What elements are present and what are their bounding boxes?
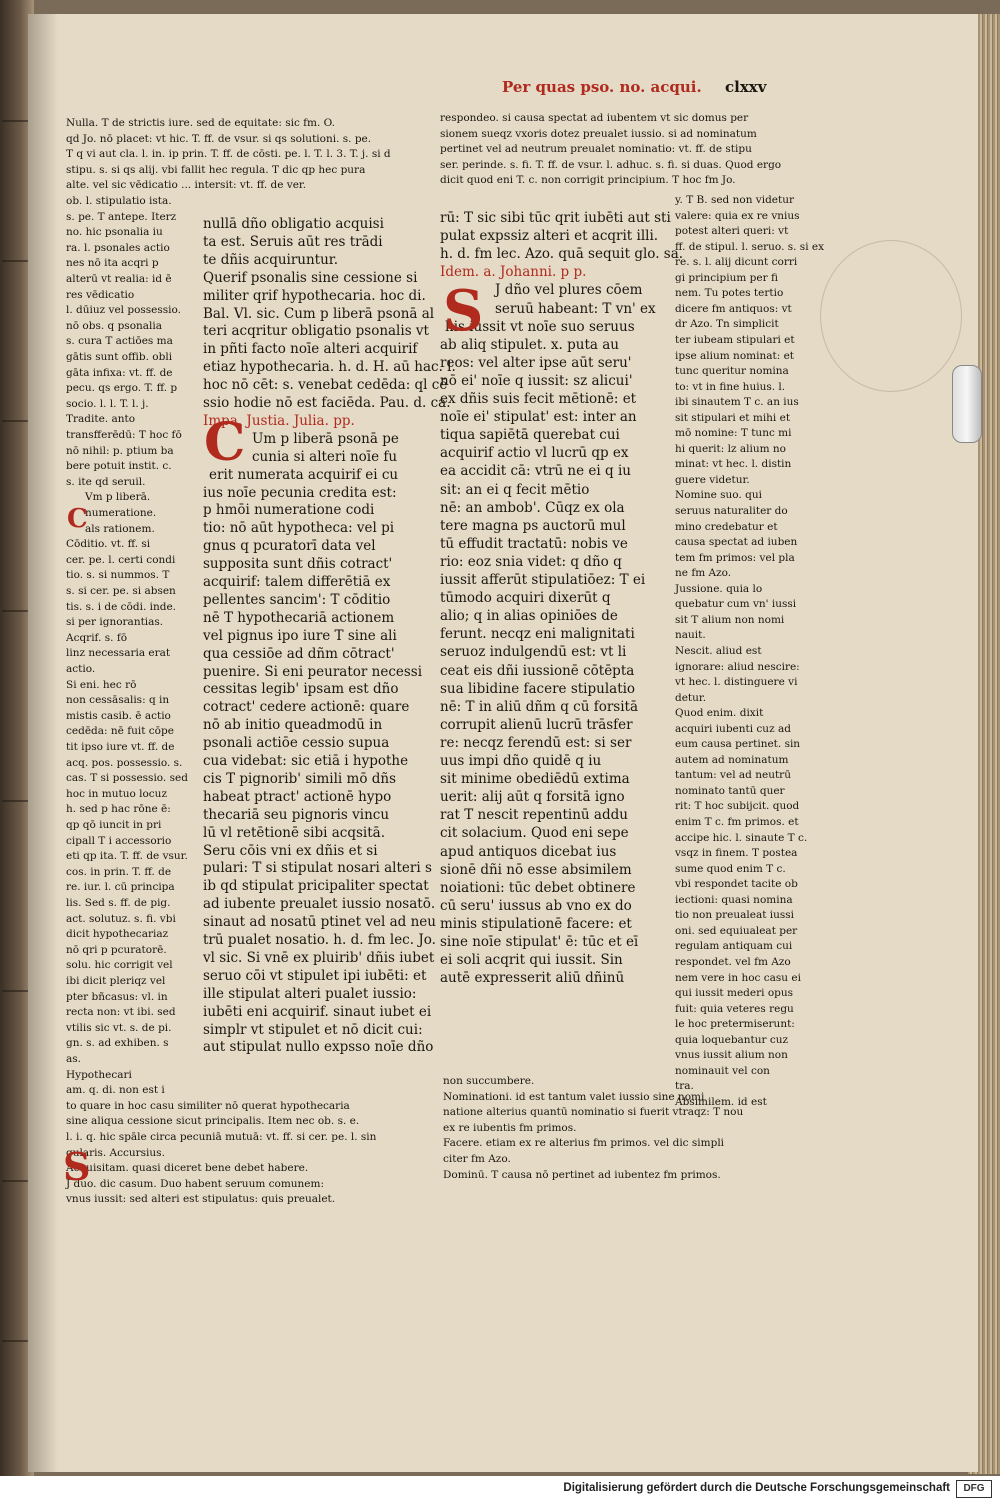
right-gloss-col-line: re. s. l. alij dicunt corri [675, 256, 798, 269]
right-gloss-col-line: sume quod enim T c. [675, 862, 786, 875]
left-gloss-line: cedēda: nē fuit cōpe [66, 725, 174, 738]
main-text-col2-line: corrupit alienū lucrū trāsfer [440, 716, 633, 733]
main-text-col2-line: alio; q in alias opiniōes de [440, 608, 618, 625]
left-gloss-line: socio. l. l. T. l. j. [66, 397, 149, 410]
main-text-col1-line: Um p liberā psonā pe [252, 430, 399, 447]
main-text-col2-line: sionē dñi nō esse absimilem [440, 861, 632, 878]
main-text-col1-line: ille stipulat alteri pualet iussio: [203, 985, 417, 1002]
left-gloss-line: J duo. dic casum. Duo habent seruum comunem: [66, 1177, 325, 1190]
right-gloss-col-line: minat: vt hec. l. distin [675, 458, 792, 471]
main-text-col2-line: seruoz indulgendū est: vt li [440, 644, 627, 661]
initial-c-small: C [67, 504, 88, 534]
main-text-col1-line: cis T pignorib' simili mō dñs [203, 770, 397, 787]
bottom-gloss-line: ex re iubentis fm primos. [443, 1121, 577, 1134]
left-gloss-line: Nulla. T de strictis iure. sed de equitate: sic fm. O. [66, 117, 336, 129]
left-gloss-line: ra. l. psonales actio [66, 241, 170, 254]
main-text-col2-line: reos: vel alter ipse aūt seru' [440, 354, 632, 371]
gutter-shadow [28, 14, 58, 1472]
main-text-col2-line: nō ei' noīe q iussit: sz alicui' [440, 372, 633, 389]
right-gloss-col-line: ignorare: aliud nescire: [675, 660, 800, 673]
left-gloss-line: nō obs. q psonalia [66, 319, 163, 332]
left-gloss-line: nō nihil: p. ptium ba [66, 444, 174, 457]
main-text-col2-line: cit solacium. Quod eni sepe [440, 825, 629, 842]
left-gloss-line: hoc in mutuo locuz [66, 787, 167, 800]
main-text-col1-line: acquirif: talem differētiā ex [203, 574, 391, 590]
left-gloss-line: qd Jo. nō placet: vt hic. T. ff. de vsur. si qs solutioni. s. pe. [66, 132, 372, 145]
right-gloss-col-line: regulam antiquam cui [675, 940, 793, 953]
right-gloss-col-line: oni. sed equiualeat per [675, 924, 798, 937]
right-gloss-col-line: sit T alium non nomi [675, 613, 785, 626]
main-text-col1-line: cunia si alteri noīe fu [252, 448, 398, 465]
faint-stamp [820, 240, 962, 392]
left-gloss-line: als rationem. [85, 522, 155, 535]
main-text-col2-line: h. d. fm lec. Azo. quā sequit glo. sa. [440, 246, 684, 263]
right-gloss-col-line: gi principium per fi [675, 271, 778, 284]
main-text-col2-line: rū: T sic sibi tūc qrit iubēti aut sti [440, 210, 671, 226]
main-text-col1-line: thecariā seu pignoris vincu [203, 806, 390, 823]
left-gloss-line: non cessāsalis: q in [66, 694, 170, 707]
left-gloss-line: transfferēdū: T hoc fō [66, 429, 182, 441]
right-gloss-col-line: tra. [675, 1080, 694, 1093]
bottom-gloss-line: non succumbere. [443, 1075, 535, 1087]
right-gloss-col-line: nem vere in hoc casu ei [675, 971, 801, 984]
main-text-col1-line: qua cessiōe ad dñm cōtract' [203, 645, 395, 662]
right-gloss-col-line: guere videtur. [675, 473, 750, 486]
left-gloss-line: h. sed p hac rōne ē: [66, 803, 171, 816]
left-gloss-line: alte. vel sic vēdicatio ... intersit: vt. ff. de ver. [66, 179, 307, 192]
main-text-col1-line: cotract' cedere actionē: quare [203, 699, 410, 716]
right-gloss-col-line: ter iubeam stipulari et [675, 333, 795, 346]
left-gloss-line: vtilis sic vt. s. de pi. [66, 1021, 172, 1034]
left-gloss-line: act. solutuz. s. fi. vbi [66, 912, 176, 925]
left-gloss-line: si per ignorantias. [66, 616, 164, 629]
main-text-col1-line: simplr vt stipulet et nō dicit cui: [203, 1021, 423, 1038]
right-gloss-col-line: rit: T hoc subijcit. quod [675, 800, 800, 813]
main-text-col2-line: tiqua sapiētā querebat cui [440, 427, 620, 444]
left-gloss-line: ibi dicit pleriqz vel [66, 975, 166, 987]
right-gloss-col-line: Quod enim. dixit [675, 707, 764, 720]
left-gloss-line: solu. hic corrigit vel [66, 959, 173, 972]
main-text-col1-line: supposita sunt dñis cotract' [203, 556, 393, 573]
left-gloss-line: stipu. s. si qs alij. vbi fallit hec regula. T dic qp hec pura [66, 163, 366, 176]
main-text-col1-line: in pñti facto noīe alteri acquirif [203, 341, 418, 358]
right-gloss-col-line: mō nomine: T tunc mi [675, 427, 792, 440]
left-gloss-line: s. si cer. pe. si absen [66, 585, 176, 597]
right-gloss-col-line: vbi respondet tacite ob [675, 878, 798, 891]
right-gloss-col-line: Nomine suo. qui [675, 489, 762, 502]
right-gloss-col-line: hi querit: lz alium no [675, 442, 786, 455]
left-gloss-line: qp qō iuncit in pri [66, 819, 162, 831]
left-gloss-line: Tradite. anto [66, 413, 136, 426]
main-text-col1-line: Seru cōis vni ex dñis et si [203, 842, 378, 859]
main-text-col2-line: ei soli acqrit qui iussit. Sin [440, 952, 623, 969]
main-text-col2-line: autē expresserit aliū dñinū [440, 970, 625, 987]
left-gloss-line: Vm p liberā. [85, 491, 151, 504]
left-gloss-line: res vēdicatio [66, 288, 135, 301]
left-gloss-line: numeratione. [85, 507, 157, 519]
right-gloss-top-line: sionem sueqz vxoris dotez preualet iussio. si ad nominatum [440, 127, 757, 140]
main-text-col1-line: te dñis acquiruntur. [203, 251, 339, 268]
left-gloss-line: tis. s. i de cōdi. inde. [66, 600, 177, 613]
right-gloss-col-line: ipse alium nominat: et [675, 349, 795, 362]
right-gloss-col-line: tantum: vel ad neutrū [675, 769, 791, 782]
main-text-col2-line: uus impi dño quidē q iu [440, 753, 602, 769]
main-text-col1-line: vl sic. Si vnē ex pluirib' dñis iubet [203, 949, 435, 966]
left-gloss-line: dicit hypothecariaz [66, 928, 169, 941]
right-gloss-col-line: y. T B. sed non videtur [675, 194, 795, 206]
left-gloss-line: nes nō ita acqri p [66, 257, 159, 270]
main-text-col2-line: acquirif actio vl lucrū qp ex [440, 445, 629, 462]
main-text-col1-line: etiaz hypothecaria. h. d. H. aū hac. l. [203, 359, 456, 376]
main-text-col1-line: puenire. Si eni peurator necessi [203, 663, 423, 680]
right-gloss-col-line: qui iussit mederi opus [675, 987, 794, 1000]
main-text-col1-line: pellentes sancim': T cōditio [203, 591, 391, 608]
right-gloss-col-line: nauit. [675, 629, 706, 642]
main-text-col1-line: psonali actiōe cessio supua [203, 735, 390, 752]
main-text-col2-line: Idem. a. Johanni. p p. [440, 264, 587, 281]
left-gloss-line: nō qri p pcuratorē. [66, 943, 167, 956]
main-text-col2-line: re: necqz ferendū est: si ser [440, 734, 632, 751]
right-gloss-col-line: autem ad nominatum [675, 753, 789, 766]
main-text-col1-line: trū pualet nosatio. h. d. fm lec. Jo. [203, 932, 436, 948]
right-gloss-col-line: to: vt in fine huius. l. [675, 380, 786, 393]
right-gloss-col-line: eum causa pertinet. sin [675, 738, 801, 751]
right-gloss-top-line: respondeo. si causa spectat ad iubentem vt sic domus per [440, 112, 749, 124]
left-gloss-line: acq. pos. possessio. s. [66, 756, 183, 769]
right-gloss-col-line: iectioni: quasi nomina [675, 893, 793, 906]
right-gloss-top-line: ser. perinde. s. fi. T. ff. de vsur. l. adhuc. s. fi. si duas. Quod ergo [440, 158, 782, 171]
right-gloss-col-line: vt hec. l. distinguere vi [675, 676, 798, 689]
main-text-col1-line: lū vl retētionē sibi acqsitā. [203, 824, 385, 841]
main-text-col1-line: ius noīe pecunia credita est: [203, 484, 397, 501]
main-text-col1-line: habeat ptract' actionē hypo [203, 788, 392, 805]
main-text-col1-line: nē T hypothecariā actionem [203, 609, 395, 626]
main-text-col2-line: J dño vel plures cōem [495, 282, 643, 299]
main-text-col2-line: nē: an ambob'. Cūqz ex ola [440, 499, 625, 516]
main-text-col2-line: his iussit vt noīe suo seruus [445, 318, 635, 335]
right-gloss-top-line: pertinet vel ad neutrum preualet nominatio: vt. ff. de stipu [440, 143, 752, 155]
main-text-col2-line: nē: T in aliū dñm q cū forsitā [440, 698, 638, 715]
left-gloss-line: cas. T si possessio. sed [66, 772, 188, 785]
left-gloss-line: T q vi aut cla. l. in. ip prin. T. ff. de cōsti. pe. l. T. l. 3. T. j. si d [66, 148, 391, 161]
right-gloss-top-line: dicit quod eni T. c. non corrigit principium. T hoc fm Jo. [440, 174, 736, 186]
main-text-col1-line: vel pignus ipo iure T sine ali [203, 627, 397, 644]
right-gloss-col-line: Jussione. quia lo [675, 582, 763, 595]
main-text-col1-line: cessitas legib' ipsam est dño [203, 681, 399, 698]
main-text-col2-line: apud antiquos dicebat ius [440, 843, 617, 860]
running-head: Per quas pso. no. acqui. [502, 78, 702, 96]
left-gloss-line: Hypothecari [66, 1068, 132, 1081]
main-text-col2-line: seruū habeant: T vn' ex [495, 300, 656, 317]
right-gloss-col-line: causa spectat ad iuben [675, 536, 798, 549]
right-gloss-col-line: potest alteri queri: vt [675, 225, 789, 238]
left-gloss-line: s. ite qd seruil. [66, 475, 146, 488]
right-gloss-col-line: Nescit. aliud est [675, 644, 762, 657]
folio-number: clxxv [725, 78, 767, 96]
left-gloss-line: recta non: vt ibi. sed [66, 1006, 176, 1019]
main-text-col1-line: militer qrif hypothecaria. hoc di. [203, 287, 426, 304]
left-gloss-line: eti qp ita. T. ff. de vsur. [66, 850, 188, 863]
left-gloss-line: actio. [66, 663, 96, 675]
left-gloss-line: bere potuit instit. c. [66, 460, 172, 473]
main-text-col2-line: tū effudit tractatū: nobis ve [440, 535, 628, 552]
main-text-col1-line: ssio hodie nō est faciēda. Pau. d. ca. [203, 395, 451, 411]
main-text-col1-line: ib qd stipulat pricipaliter spectat [203, 878, 429, 895]
left-gloss-line: alterū vt realia: id ē [66, 273, 172, 285]
main-text-col1-line: pulari: T si stipulat nosari alteri s [203, 860, 432, 877]
main-text-col1-line: nullā dño obligatio acquisi [203, 216, 384, 232]
main-text-col2-line: cū seru' iussus ab vno ex do [440, 897, 632, 914]
left-gloss-line: lis. Sed s. ff. de pig. [66, 897, 171, 909]
left-gloss-line: linz necessaria erat [66, 647, 171, 660]
left-gloss-line: Si eni. hec rō [66, 678, 137, 691]
right-gloss-col-line: mino credebatur et [675, 520, 778, 533]
main-text-col2-line: minis stipulationē facere: et [440, 915, 632, 932]
main-text-col1-line: gnus q pcuratorī data vel [203, 538, 376, 555]
left-gloss-line: gātis sunt offib. obli [66, 351, 173, 363]
main-text-col1-line: teri acqritur obligatio psonalis vt [203, 323, 429, 340]
right-gloss-col-line: accipe hic. l. sinaute T c. [675, 831, 808, 844]
left-gloss-line: Acqrif. s. fō [66, 631, 128, 644]
left-gloss-line: Acquisitam. quasi diceret bene debet habere. [66, 1162, 309, 1175]
right-gloss-col-line: dr Azo. Tn simplicit [675, 318, 779, 331]
initial-s-small: S [63, 1144, 91, 1189]
left-gloss-line: l. dūiuz vel possessio. [66, 304, 181, 317]
main-text-col2-line: ceat eis dñi iussionē cōtēpta [440, 662, 635, 679]
right-gloss-col-line: dicere fm antiquos: vt [675, 302, 792, 315]
main-text-col2-line: sit minime obediēdū extima [440, 771, 630, 788]
bottom-gloss-line: citer fm Azo. [443, 1153, 511, 1165]
left-gloss-line: re. iur. l. cū principa [66, 881, 175, 894]
left-gloss-line: as. [66, 1053, 81, 1065]
right-gloss-col-line: ff. de stipul. l. seruo. s. si ex [675, 240, 825, 253]
right-gloss-col-line: nominato tantū quer [675, 784, 785, 797]
main-text-col1-line: iubēti eni acquirif. sinaut iubet ei [203, 1003, 432, 1020]
main-text-col1-line: ta est. Seruis aūt res trādi [203, 233, 383, 250]
main-text-col1-line: nō ab initio queadmodū in [203, 717, 383, 734]
main-text-col2-line: ab aliq stipulet. x. puta au [440, 336, 619, 353]
left-gloss-line: cer. pe. l. certi condi [66, 553, 176, 566]
right-gloss-col-line: detur. [675, 691, 707, 704]
main-text-col2-line: ferunt. necqz eni malignitati [440, 626, 635, 643]
bottom-gloss-line: Dominū. T causa nō pertinet ad iubentez fm primos. [443, 1168, 721, 1181]
main-text-col1-line: Bal. Vl. sic. Cum p liberā psonā al [203, 305, 435, 322]
right-gloss-col-line: acquiri iubenti cuz ad [675, 722, 791, 735]
main-text-col1-line: sinaut ad nosatū ptinet vel ad neu [203, 914, 436, 931]
right-gloss-col-line: tio non preualeat iussi [675, 909, 795, 922]
left-gloss-line: s. cura T actiōes ma [66, 335, 173, 348]
right-gloss-col-line: vnus iussit alium non [675, 1049, 788, 1062]
left-gloss-line: cipall T i accessorio [66, 834, 172, 847]
left-gloss-line: mistis casib. ē actio [66, 709, 171, 722]
main-text-col1-line: tio: nō aūt hypotheca: vel pi [203, 520, 395, 537]
main-text-col2-line: uerit: alij aūt q forsitā igno [440, 789, 625, 806]
right-gloss-col-line: seruus naturaliter do [675, 505, 788, 517]
initial-c: C [204, 412, 246, 473]
main-text-col2-line: rio: eoz snia videt: q dño q [440, 553, 622, 570]
main-text-col2-line: sit: an ei q fecit mētio [440, 481, 590, 498]
main-text-col2-line: rat T nescit repentinū addu [440, 807, 628, 824]
right-gloss-col-line: ibi sinautem T c. an ius [675, 396, 799, 409]
main-text-col2-line: sine noīe stipulat' ē: tūc et eī [440, 934, 639, 950]
left-gloss-line: vnus iussit: sed alteri est stipulatus: quis preualet. [66, 1193, 336, 1206]
left-gloss-line: tit ipso iure vt. ff. de [66, 741, 175, 753]
main-text-col1-line: Querif psonalis sine cessione si [203, 269, 418, 286]
left-gloss-line: s. pe. T antepe. Iterz [66, 210, 177, 223]
right-gloss-col-line: tem fm primos: vel pla [675, 551, 795, 564]
bottom-gloss-line: natione alterius quantū nominatio si fuerit vtraqz: T nou [443, 1106, 744, 1119]
left-gloss-line: to quare in hoc casu similiter nō querat hypothecaria [66, 1099, 350, 1112]
main-text-col1-line: ad iubente preualet iussio nosatō. [203, 896, 436, 913]
funding-notice: Digitalisierung gefördert durch die Deutsche Forschungsgemeinschaft [563, 1482, 950, 1494]
right-gloss-col-line: fuit: quia veteres regu [675, 1002, 794, 1015]
left-gloss-line: ob. l. stipulatio ista. [66, 195, 172, 207]
main-text-col2-line: noiationi: tūc debet obtinere [440, 879, 636, 896]
left-gloss-line: gularis. Accursius. [66, 1146, 165, 1159]
main-text-col2-line: sua libidine facere stipulatio [440, 680, 636, 697]
right-gloss-col-line: sit stipulari et mihi et [675, 411, 791, 424]
left-gloss-line: gn. s. ad exhiben. s [66, 1037, 169, 1050]
right-gloss-col-line: quebatur cum vn' iussi [675, 598, 797, 611]
right-gloss-col-line: Absimilem. id est [675, 1095, 767, 1108]
right-gloss-col-line: le hoc pretermiserunt: [675, 1018, 795, 1031]
left-gloss-line: tio. s. si nummos. T [66, 569, 170, 582]
bottom-gloss-line: Nominationi. id est tantum valet iussio sine nomi [443, 1090, 705, 1103]
main-text-col2-line: ea accidit cā: vtrū ne ei q iu [440, 463, 631, 480]
footer-bar [0, 1476, 1000, 1502]
main-text-col1-line: p hmōi numeratione codi [203, 502, 375, 519]
main-text-col2-line: ex dñis suis fecit mētionē: et [440, 391, 637, 407]
left-gloss-line: no. hic psonalia iu [66, 226, 163, 239]
right-gloss-col-line: nem. Tu potes tertio [675, 287, 784, 300]
main-text-col2-line: pulat expssiz alteri et acqrit illi. [440, 228, 659, 245]
left-gloss-line: pecu. qs ergo. T. ff. p [66, 382, 178, 395]
dfg-logo: DFG [956, 1480, 992, 1498]
main-text-col1-line: Impa. Justia. Julia. pp. [203, 412, 355, 429]
left-gloss-line: Cōditio. vt. ff. si [66, 538, 151, 551]
left-gloss-line: pter bñcasus: vl. in [66, 990, 168, 1003]
right-gloss-col-line: tunc queritur nomina [675, 365, 789, 378]
right-gloss-col-line: quia loquebantur cuz [675, 1033, 789, 1046]
main-text-col2-line: tere magna ps auctorū mul [440, 517, 626, 534]
main-text-col1-line: cua videbat: sic etiā i hypothe [203, 753, 409, 769]
right-gloss-col-line: respondet. vel fm Azo [675, 955, 791, 968]
bottom-gloss-line: Facere. etiam ex re alterius fm primos. vel dic simpli [443, 1137, 725, 1150]
main-text-col1-line: erit numerata acquirif ei cu [209, 466, 399, 483]
left-gloss-line: sine aliqua cessione sicut principalis. Item nec ob. s. e. [66, 1115, 360, 1128]
left-gloss-line: l. i. q. hic spāle circa pecuniā mutuā: vt. ff. si cer. pe. l. sin [66, 1131, 377, 1143]
main-text-col1-line: hoc nō cēt: s. venebat cedēda: ql cē [203, 377, 448, 394]
main-text-col1-line: seruo cōi vt stipulet ipi iubēti: et [203, 967, 427, 984]
left-gloss-line: cos. in prin. T. ff. de [66, 865, 172, 878]
main-text-col2-line: tūmodo acquiri dixerūt q [440, 590, 611, 607]
right-gloss-col-line: ne fm Azo. [675, 567, 732, 580]
main-text-col1-line: aut stipulat nullo expsso noīe dño [203, 1039, 434, 1056]
right-gloss-col-line: vsqz in finem. T postea [675, 847, 798, 860]
right-gloss-col-line: valere: quia ex re vnius [675, 209, 800, 222]
left-gloss-line: gāta infixa: vt. ff. de [66, 366, 173, 379]
initial-s: S [443, 278, 484, 344]
right-gloss-col-line: enim T c. fm primos. et [675, 816, 799, 828]
left-gloss-line: am. q. di. non est i [66, 1084, 165, 1097]
main-text-col2-line: noīe ei' stipulat' est: inter an [440, 409, 637, 426]
book-clasp [952, 365, 982, 443]
main-text-col2-line: iussit afferūt stipulatiōez: T ei [440, 572, 646, 588]
right-gloss-col-line: nominauit vel con [675, 1064, 770, 1077]
